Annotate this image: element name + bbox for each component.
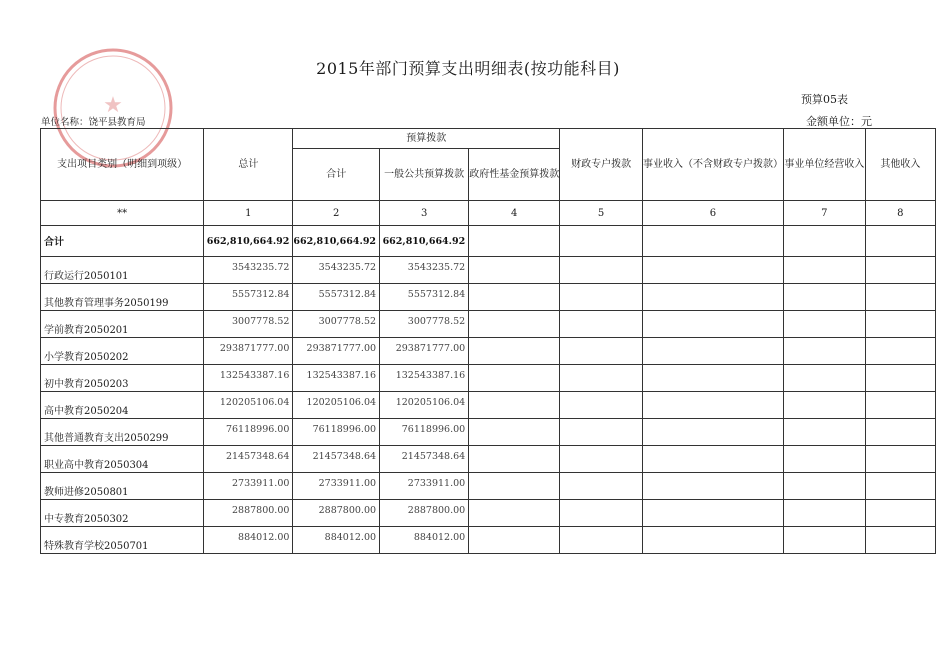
cell-subtotal: 662,810,664.92	[293, 226, 380, 257]
cell-subtotal: 293871777.00	[293, 338, 380, 365]
cell-total: 76118996.00	[204, 419, 293, 446]
column-number: 5	[560, 201, 643, 226]
cell-subtotal: 76118996.00	[293, 419, 380, 446]
table-row	[41, 311, 936, 338]
cell-subtotal: 120205106.04	[293, 392, 380, 419]
cell-general: 132543387.16	[380, 365, 469, 392]
header-fiscal-special: 财政专户拨款	[560, 129, 643, 201]
column-number: 2	[293, 201, 380, 226]
cell-general: 293871777.00	[380, 338, 469, 365]
cell-total: 884012.00	[204, 527, 293, 554]
cell-subtotal: 3007778.52	[293, 311, 380, 338]
header-category: 支出项目类别（明细到项级）	[41, 129, 204, 201]
cell-general: 76118996.00	[380, 419, 469, 446]
cell-subtotal: 21457348.64	[293, 446, 380, 473]
cell-subtotal: 132543387.16	[293, 365, 380, 392]
cell-total: 293871777.00	[204, 338, 293, 365]
header-other-income: 其他收入	[865, 129, 935, 201]
row-name: 高中教育2050204	[41, 392, 204, 419]
header-budget-group: 预算拨款	[293, 129, 560, 149]
table-row	[41, 446, 936, 473]
row-name: 其他教育管理事务2050199	[41, 284, 204, 311]
header-general-budget: 一般公共预算拨款	[380, 149, 469, 201]
cell-total: 120205106.04	[204, 392, 293, 419]
cell-total: 3007778.52	[204, 311, 293, 338]
row-name: 其他普通教育支出2050299	[41, 419, 204, 446]
column-number: **	[41, 201, 204, 226]
unit-name: 单位名称：饶平县教育局	[41, 117, 146, 128]
cell-general: 2733911.00	[380, 473, 469, 500]
row-name: 初中教育2050203	[41, 365, 204, 392]
header-subtotal: 合计	[293, 149, 380, 201]
cell-total: 5557312.84	[204, 284, 293, 311]
cell-general: 21457348.64	[380, 446, 469, 473]
row-name: 教师进修2050801	[41, 473, 204, 500]
cell-general: 884012.00	[380, 527, 469, 554]
cell-total: 2733911.00	[204, 473, 293, 500]
table-row	[41, 284, 936, 311]
cell-general: 120205106.04	[380, 392, 469, 419]
column-number: 7	[783, 201, 865, 226]
svg-text:★: ★	[103, 93, 123, 118]
cell-general: 2887800.00	[380, 500, 469, 527]
table-row	[41, 500, 936, 527]
cell-general: 662,810,664.92	[380, 226, 469, 257]
table-row	[41, 527, 936, 554]
column-number: 4	[469, 201, 560, 226]
cell-total: 3543235.72	[204, 257, 293, 284]
cell-general: 3007778.52	[380, 311, 469, 338]
cell-subtotal: 5557312.84	[293, 284, 380, 311]
cell-subtotal: 2887800.00	[293, 500, 380, 527]
cell-total: 2887800.00	[204, 500, 293, 527]
header-business-income: 事业收入（不含财政专户拨款）	[642, 129, 783, 201]
table-row	[41, 257, 936, 284]
table-row	[41, 392, 936, 419]
budget-table	[40, 128, 936, 554]
cell-general: 5557312.84	[380, 284, 469, 311]
row-name: 中专教育2050302	[41, 500, 204, 527]
total-row	[41, 226, 936, 257]
currency-unit: 金额单位：元	[806, 115, 872, 128]
cell-general: 3543235.72	[380, 257, 469, 284]
table-row	[41, 473, 936, 500]
column-number: 8	[865, 201, 935, 226]
column-number: 3	[380, 201, 469, 226]
column-number: 1	[204, 201, 293, 226]
cell-subtotal: 884012.00	[293, 527, 380, 554]
row-name: 小学教育2050202	[41, 338, 204, 365]
cell-total: 662,810,664.92	[204, 226, 293, 257]
table-row	[41, 419, 936, 446]
table-row	[41, 365, 936, 392]
cell-total: 132543387.16	[204, 365, 293, 392]
row-name: 学前教育2050201	[41, 311, 204, 338]
table-row	[41, 338, 936, 365]
row-name: 合计	[41, 226, 204, 257]
header-business-unit: 事业单位经营收入	[783, 129, 865, 201]
cell-subtotal: 2733911.00	[293, 473, 380, 500]
row-name: 职业高中教育2050304	[41, 446, 204, 473]
row-name: 行政运行2050101	[41, 257, 204, 284]
header-total: 总计	[204, 129, 293, 201]
header-gov-fund: 政府性基金预算拨款	[469, 149, 560, 201]
cell-total: 21457348.64	[204, 446, 293, 473]
cell-subtotal: 3543235.72	[293, 257, 380, 284]
page-title: 2015年部门预算支出明细表(按功能科目)	[316, 59, 620, 78]
row-name: 特殊教育学校2050701	[41, 527, 204, 554]
column-number: 6	[642, 201, 783, 226]
form-number: 预算05表	[801, 93, 848, 106]
